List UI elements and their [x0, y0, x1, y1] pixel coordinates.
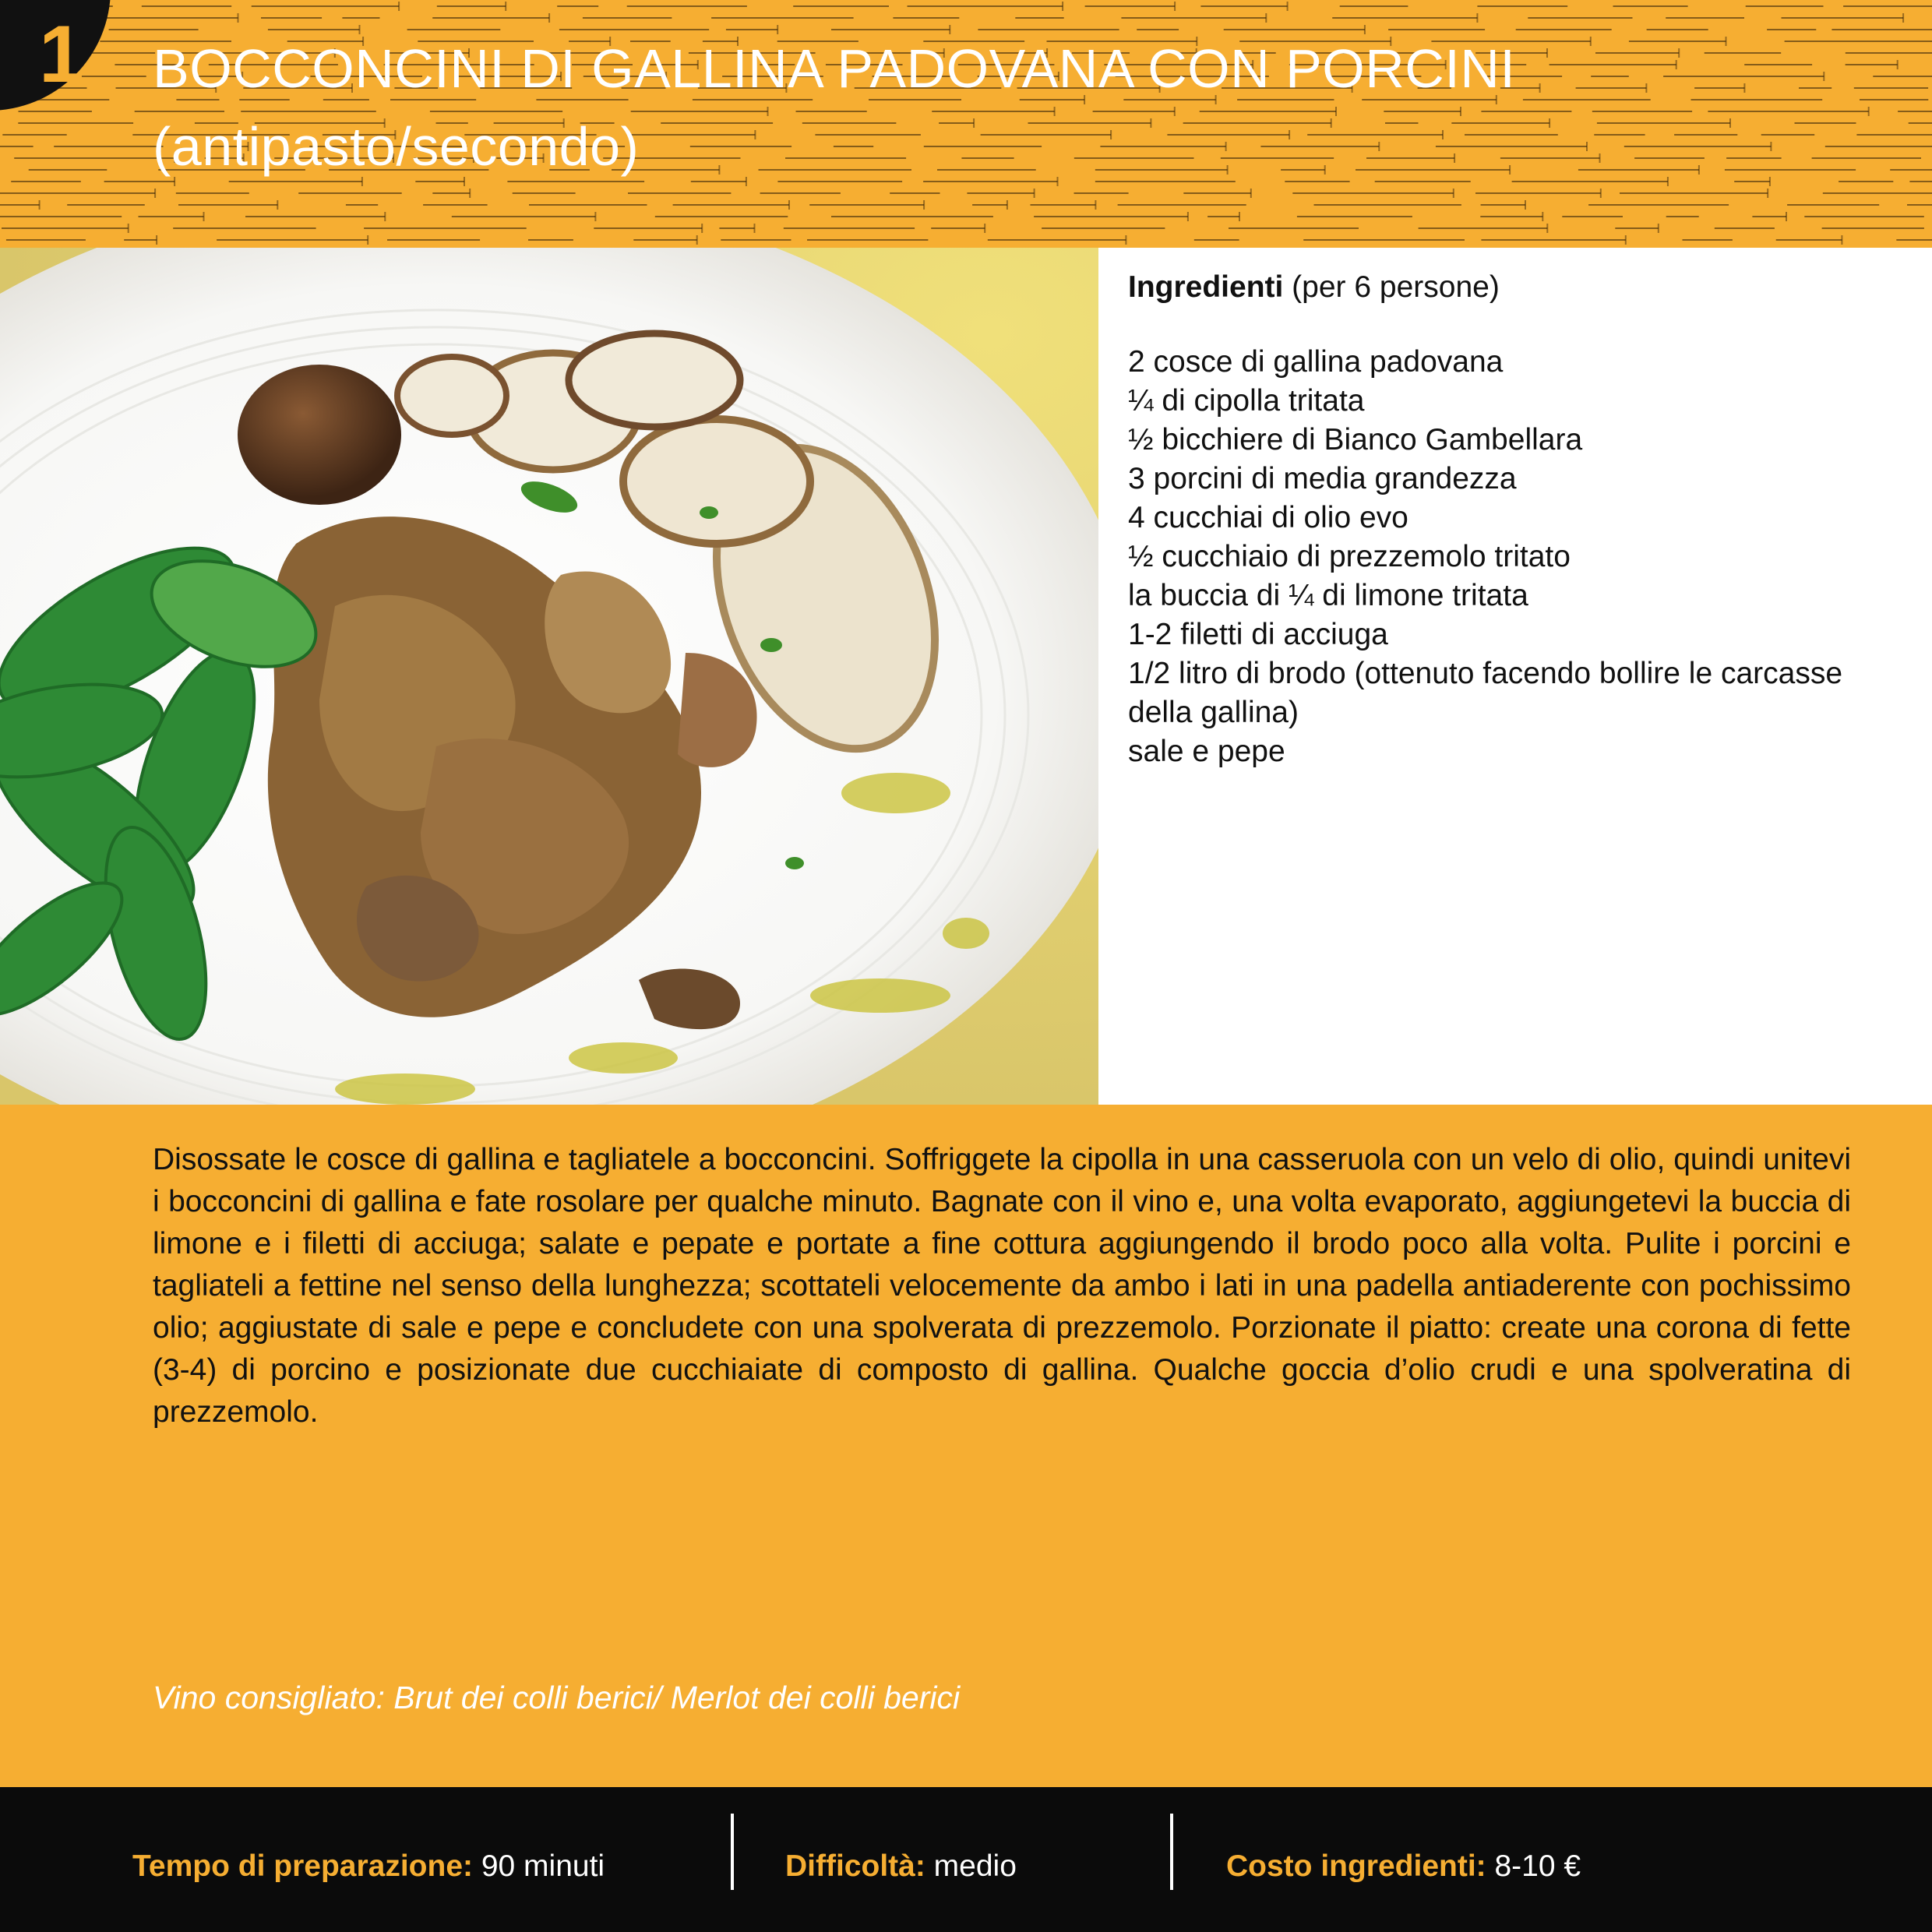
footer-divider [731, 1814, 734, 1890]
wine-suggestion: Vino consigliato: Brut dei colli berici/ Merlot dei colli berici [153, 1680, 961, 1715]
ingredient-item: 2 cosce di gallina padovana [1128, 345, 1504, 379]
recipe-number: 1 [39, 9, 84, 100]
ingredients-heading-servings: (per 6 persone) [1283, 270, 1500, 304]
ingredient-item: la buccia di ¼ di limone tritata [1128, 579, 1528, 612]
ingredients-heading-bold: Ingredienti [1128, 270, 1284, 304]
ingredient-item: ¼ di cipolla tritata [1128, 384, 1365, 418]
ingredient-item: 1-2 filetti di acciuga [1128, 618, 1388, 651]
ingredient-item: 3 porcini di media grandezza [1128, 462, 1517, 495]
prep-time-value: 90 minuti [473, 1849, 605, 1883]
ingredients-heading [1128, 268, 1907, 307]
prep-time [132, 1849, 605, 1884]
recipe-title-line2: (antipasto/secondo) [153, 116, 640, 177]
ingredient-item: ½ cucchiaio di prezzemolo tritato [1128, 540, 1571, 573]
dish-illustration [0, 248, 1098, 1105]
dish-photo [0, 248, 1098, 1105]
footer-divider [1170, 1814, 1173, 1890]
cost-label: Costo ingredienti: [1226, 1849, 1486, 1883]
ingredient-cost [1226, 1849, 1581, 1884]
header-band [0, 0, 1932, 248]
ingredients-panel [1128, 268, 1907, 771]
difficulty-label: Difficoltà: [785, 1849, 925, 1883]
prep-time-label: Tempo di preparazione: [132, 1849, 473, 1883]
recipe-title [153, 30, 1867, 185]
footer-bar [0, 1787, 1932, 1932]
ingredient-item: ½ bicchiere di Bianco Gambellara [1128, 423, 1583, 457]
difficulty-value: medio [925, 1849, 1017, 1883]
method-text: Disossate le cosce di gallina e tagliatele a bocconcini. Soffriggete la cipolla in una casseruola con un velo di olio, quindi unitevi i bocconcini di gallina e fate rosolare per qualche minuto. Bagnate con il vino e, una volta evaporato, aggiungetevi la buccia di limone e i filetti di acciuga; salate e pepate e portate a fine cottura aggiungendo il brodo poco alla volta. Pulite i porcini e tagliateli a fettine nel senso della lunghezza; scottateli velocemente da ambo i lati in una padella antiaderente con pochissimo olio; aggiustate di sale e pepe e concludete con una spolverata di prezzemolo. Porzionate il piatto: create una corona di fette (3-4) di porcino e posizionate due cucchiaiate di composto di gallina. Qualche goccia d’olio crudi e una spolveratina di prezzemolo. [153, 1143, 1851, 1429]
ingredient-item: sale e pepe [1128, 735, 1285, 768]
cost-value: 8-10 € [1486, 1849, 1581, 1883]
ingredient-item: 4 cucchiai di olio evo [1128, 501, 1408, 534]
difficulty [785, 1849, 1017, 1884]
ingredients-list [1128, 343, 1907, 771]
ingredient-item: 1/2 litro di brodo (ottenuto facendo bollire le carcasse della gallina) [1128, 657, 1843, 729]
recipe-title-line1: BOCCONCINI DI GALLINA PADOVANA CON PORCINI [153, 38, 1516, 99]
